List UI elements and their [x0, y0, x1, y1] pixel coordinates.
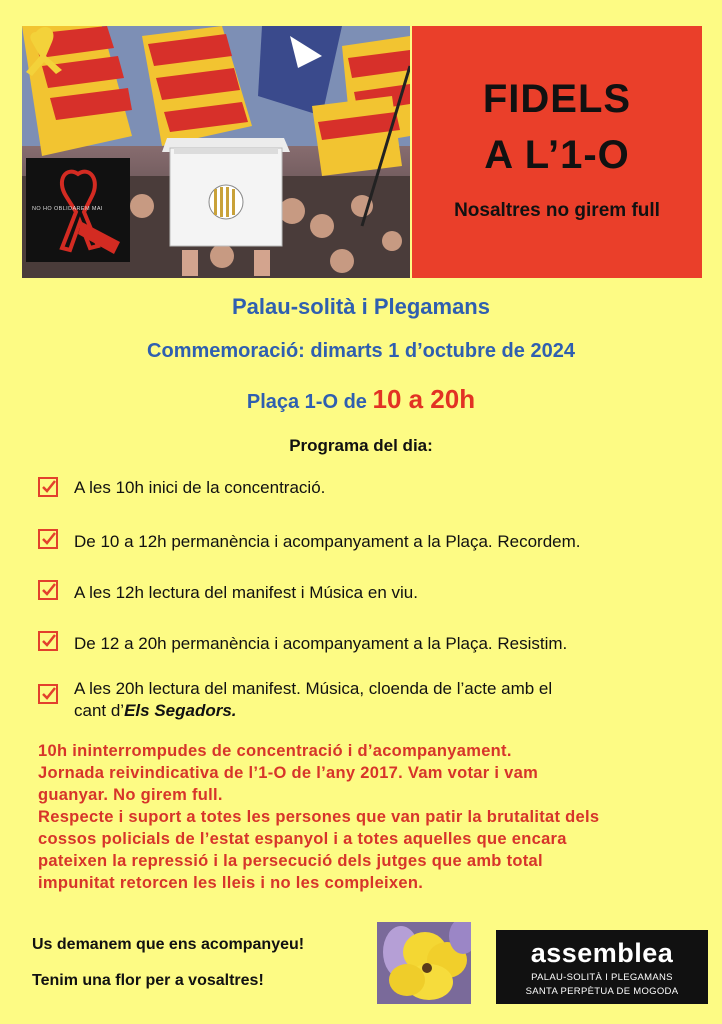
place-line	[0, 384, 722, 415]
title-line-1: FIDELS	[482, 77, 632, 121]
program-item-text	[74, 678, 552, 722]
program-item-line-2	[74, 700, 552, 722]
statement-line: guanyar. No girem full.	[38, 786, 223, 804]
assemblea-logo-sub-1: PALAU-SOLITÀ I PLEGAMANS	[531, 972, 673, 983]
flower-line: Tenim una flor per a vosaltres!	[32, 972, 264, 989]
checkbox-icon	[38, 684, 58, 704]
program-heading: Programa del dia:	[289, 436, 433, 455]
song-title: Els Segadors.	[124, 701, 237, 720]
flower-photo	[377, 922, 471, 1004]
hero-photo	[22, 26, 410, 278]
assemblea-logo-title: assemblea	[530, 938, 674, 968]
statement-line: Jornada reivindicativa de l’1-O de l’any 2017. Vam votar i vam	[38, 764, 539, 782]
commemoration-date: Commemoració: dimarts 1 d’octubre de 2024	[147, 340, 575, 362]
program-item-text: De 10 a 12h permanència i acompanyament a la Plaça. Recordem.	[74, 532, 581, 551]
statement-line: 10h ininterrompudes de concentració i d’acompanyament.	[38, 742, 512, 760]
invitation-line: Us demanem que ens acompanyeu!	[32, 936, 305, 953]
checkbox-icon	[38, 529, 58, 549]
statement-block	[38, 740, 686, 894]
pansy-flower-icon	[377, 922, 471, 1004]
statement-line: impunitat retorcen les lleis i no les compleixen.	[38, 874, 424, 892]
statement-line: pateixen la repressió i la persecució dels jutges que amb total	[38, 852, 543, 870]
town-name: Palau-solità i Plegamans	[232, 294, 490, 319]
program-item-line-2-prefix: cant d’	[74, 701, 125, 720]
program-item-text: A les 10h inici de la concentració.	[74, 478, 326, 497]
statement-line: Respecte i suport a totes les persones que van patir la brutalitat dels	[38, 808, 600, 826]
assemblea-logo-sub-2: SANTA PERPÈTUA DE MOGODA	[525, 986, 679, 997]
checkbox-icon	[38, 477, 58, 497]
subtitle: Nosaltres no girem full	[454, 200, 660, 221]
title-line-2: A L’1-O	[484, 133, 630, 177]
checkbox-icon	[38, 631, 58, 651]
program-item-text: A les 12h lectura del manifest i Música en viu.	[74, 583, 418, 602]
place-time: 10 a 20h	[372, 384, 476, 414]
program-item-text: De 12 a 20h permanència i acompanyament a la Plaça. Resistim.	[74, 634, 568, 653]
crowd-flags-illustration	[22, 26, 410, 278]
assemblea-logo	[496, 930, 708, 1004]
checkbox-icon	[38, 580, 58, 600]
ribbon-tag-text: NO HO OBLIDAREM MAI	[32, 206, 103, 212]
program-item-line-1: A les 20h lectura del manifest. Música, cloenda de l’acte amb el	[74, 679, 553, 698]
title-box	[412, 26, 702, 278]
place-prefix: Plaça 1-O de	[246, 391, 373, 413]
statement-line: cossos policials de l’estat espanyol i a totes aquelles que encara	[38, 830, 567, 848]
